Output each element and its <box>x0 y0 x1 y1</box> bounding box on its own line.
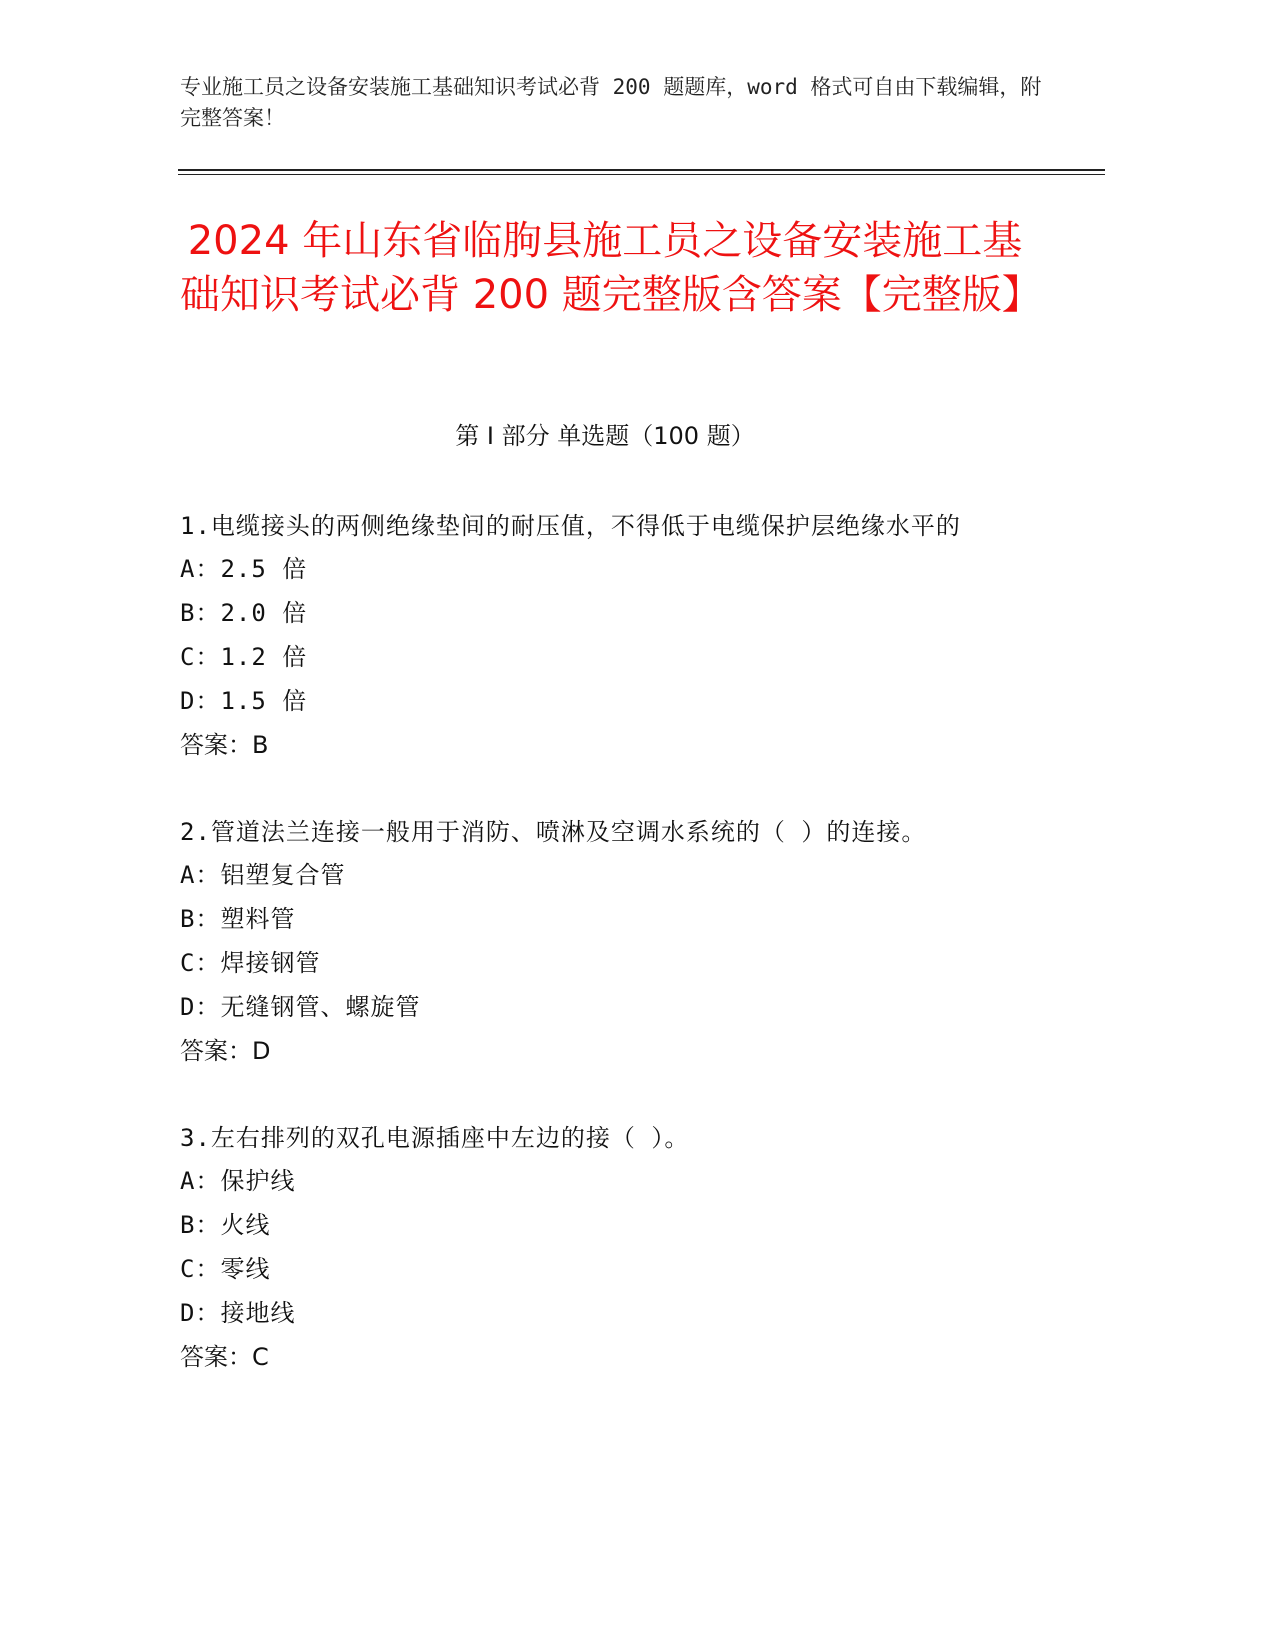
option-text: 2.5 倍 <box>220 555 308 583</box>
section-heading: 第 I 部分 单选题（100 题） <box>455 422 755 450</box>
question-answer: 答案：C <box>180 1343 269 1371</box>
question-option <box>180 897 1040 941</box>
option-text: 铝塑复合管 <box>220 861 346 889</box>
question-option <box>180 853 1040 897</box>
option-text: 塑料管 <box>220 905 296 933</box>
option-text: 保护线 <box>220 1167 296 1195</box>
option-letter: A： <box>180 1167 221 1195</box>
question-item <box>180 505 1040 767</box>
question-answer: 答案：B <box>180 731 269 759</box>
question-stem: 1.电缆接头的两侧绝缘垫间的耐压值，不得低于电缆保护层绝缘水平的 <box>180 512 961 540</box>
question-option <box>180 941 1040 985</box>
header-divider-thick <box>178 169 1105 171</box>
option-letter: C： <box>180 643 221 671</box>
question-item <box>180 1117 1040 1379</box>
option-text: 接地线 <box>220 1299 296 1327</box>
question-option <box>180 1159 1040 1203</box>
question-option <box>180 1291 1040 1335</box>
question-option <box>180 547 1040 591</box>
option-letter: D： <box>180 1299 221 1327</box>
option-letter: B： <box>180 905 221 933</box>
option-text: 无缝钢管、螺旋管 <box>220 993 421 1021</box>
option-text: 2.0 倍 <box>220 599 308 627</box>
option-letter: A： <box>180 861 221 889</box>
question-option <box>180 679 1040 723</box>
option-letter: D： <box>180 993 221 1021</box>
question-option <box>180 1247 1040 1291</box>
option-text: 火线 <box>220 1211 271 1239</box>
question-option <box>180 591 1040 635</box>
option-text: 焊接钢管 <box>220 949 321 977</box>
question-stem: 2.管道法兰连接一般用于消防、喷淋及空调水系统的（ ）的连接。 <box>180 818 927 846</box>
option-letter: B： <box>180 599 221 627</box>
question-option <box>180 635 1040 679</box>
question-stem: 3.左右排列的双孔电源插座中左边的接（ ）。 <box>180 1124 690 1152</box>
header-divider-thin <box>178 174 1105 175</box>
question-option <box>180 1203 1040 1247</box>
document-title: 2024 年山东省临朐县施工员之设备安装施工基础知识考试必背 200 题完整版含答案【完整版】 <box>180 218 1042 318</box>
option-letter: B： <box>180 1211 221 1239</box>
option-text: 1.5 倍 <box>220 687 308 715</box>
question-list <box>180 505 1040 1423</box>
option-text: 零线 <box>220 1255 271 1283</box>
option-text: 1.2 倍 <box>220 643 308 671</box>
option-letter: C： <box>180 949 221 977</box>
option-letter: C： <box>180 1255 221 1283</box>
header-note: 专业施工员之设备安装施工基础知识考试必背 200 题题库，word 格式可自由下载编辑，附完整答案！ <box>180 75 1042 130</box>
question-answer: 答案：D <box>180 1037 271 1065</box>
question-item <box>180 811 1040 1073</box>
question-option <box>180 985 1040 1029</box>
option-letter: D： <box>180 687 221 715</box>
option-letter: A： <box>180 555 221 583</box>
